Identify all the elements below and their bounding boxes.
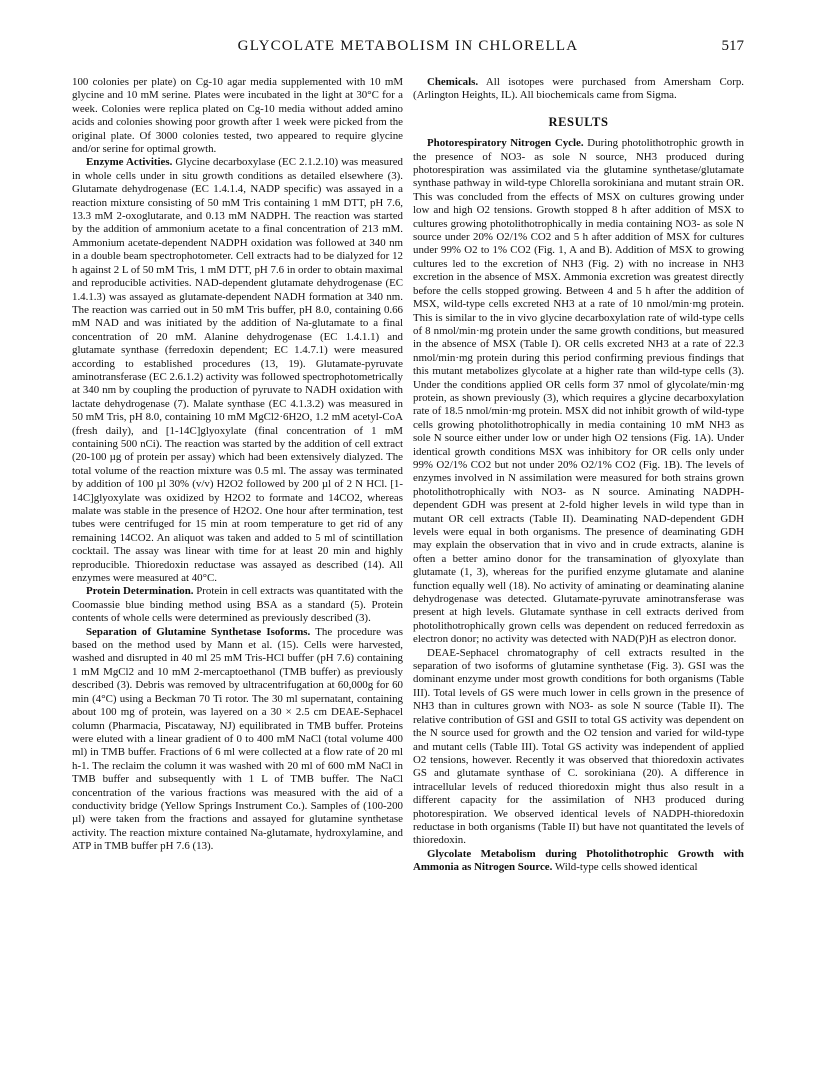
page-header — [72, 38, 744, 60]
protein-determination-heading: Protein Determination. — [86, 585, 194, 598]
results-heading: RESULTS — [548, 114, 609, 129]
protein-determination-text: Protein in cell extracts was quantitated with the Coomassie blue binding method using BSA as a standard (5). Protein contents of whole cells were determined as previously described (3). — [72, 585, 403, 625]
separation-heading: Separation of Glutamine Synthetase Isoforms. — [86, 625, 311, 638]
enzyme-activities-paragraph — [72, 156, 403, 585]
page-number: 517 — [721, 38, 744, 54]
nitrogen-cycle-paragraph — [413, 137, 744, 646]
glycolate-metabolism-paragraph — [413, 848, 744, 875]
glycolate-metabolism-text: Wild-type cells showed identical — [554, 861, 698, 874]
nitrogen-cycle-heading: Photorespiratory Nitrogen Cycle. — [427, 137, 584, 150]
enzyme-activities-heading: Enzyme Activities. — [86, 156, 173, 169]
enzyme-activities-text: Glycine decarboxylase (EC 2.1.2.10) was measured in whole cells under in situ growth conditions as detailed elsewhere (3). Glutamate dehydrogenase (EC 1.4.1.4, NADP specific) was assayed in a reaction mixture consisting of 50 mM Tris containing 1 mM DTT, pH 7.6, 13.3 mM 2-oxoglutarate, and 0.13 mM NADPH. The reaction was started by the addition of ammonium acetate to a final concentration of 213 mM. Ammonium acetate-dependent NADPH oxidation was followed at 340 nm in a double beam spectrophotometer. Cell extracts had to be dialyzed for 12 h against 2 L of 50 mM Tris, 1 mM DTT, pH 7.6 in order to obtain maximal and reproducible activities. NAD-dependent glutamate dehydrogenase (EC 1.4.1.3) was assayed as glutamate-dependent NADH formation at 340 nm. The reaction was carried out in 50 mM Tris buffer, pH 8.0, containing 0.66 mM NAD and was initiated by the addition of Na-glutamate to a final concentration of 20 mM. Alanine dehydrogenase (EC 1.4.1.1) and glutamate synthase (ferredoxin dependent; EC 1.4.7.1) were measured according to established procedures (13, 19). Glutamate-pyruvate aminotransferase (EC 2.6.1.2) activity was followed spectrophotometrically at 340 nm by coupling the production of pyruvate to NADH oxidation with lactate dehydrogenase (7). Malate synthase (EC 4.1.3.2) was measured in 50 mM Tris, pH 8.0, containing 10 mM MgCl2·6H2O, 1.2 mM acetyl-CoA (fresh daily), and [1-14C]glyoxylate (final concentration of 1 mM containing 500 nCi). The reaction was started by the addition of cell extract (20-100 µg of protein per assay) which had been extensively dialyzed. The total volume of the reaction mixture was 0.5 ml. The assay was terminated by addition of 100 µl 30% (v/v) H2O2 followed by 200 µl of 2 N HCl. [1-14C]glyoxylate was oxidized by H2O2 to formate and 14CO2, whereas malate was stable in the presence of H2O2. One hour after termination, test tubes were centrifuged for 15 min at room temperature to get rid of any remaining 14CO2. An aliquot was taken and added to 5 ml of scintillation cocktail. The assay was linear with time for at least 20 min and highly reproducible. Thioredoxin reductase was assayed as described (14). All enzymes were measured at 40°C. — [72, 156, 403, 585]
protein-determination-paragraph — [72, 585, 403, 625]
running-title: GLYCOLATE METABOLISM IN CHLORELLA — [237, 38, 579, 54]
separation-text: The procedure was based on the method used by Mann et al. (15). Cells were harvested, washed and disrupted in 40 ml 25 mM Tris-HCl buffer (pH 7.6) containing 1 mM MgCl2 and 10 mM 2-mercaptoethanol (TMB buffer) as previously described (3). Debris was removed by ultracentrifugation at 60,000g for 60 min (4°C) using a Beckman 70 Ti rotor. The 30 ml supernatant, containing about 100 mg of protein, was layered on a 30 × 2.5 cm DEAE-Sephacel column (Pharmacia, Piscataway, NJ) equilibrated in TMB buffer. Proteins were eluted with a linear gradient of 0 to 400 mM NaCl (total volume 400 ml) in TMB buffer. Fractions of 6 ml were collected at a flow rate of 20 ml h-1. The reclaim the column it was washed with 20 ml of 600 mM NaCl in TMB buffer and subsequently with 1 L of TMB buffer. The NaCl concentration of the various fractions was measured with the aid of a conductivity bridge (Yellow Springs Instrument Co.). Samples of (100-200 µl) were taken from the fractions and assayed for glutamine synthetase activity. The reaction mixture contained Na-glutamate, hydroxylamine, and ATP in TMB buffer pH 7.6 (13). — [72, 625, 404, 853]
methods-continuation-paragraph: 100 colonies per plate) on Cg-10 agar media supplemented with 10 mM glycine and 10 mM serine. Plates were incubated in the light at 30°C for a week. Colonies were replica plated on Cg-10 media without added amino acids and colonies showing poor growth after 1 week were picked from the original plate. Of 3000 colonies tested, two appeared to require glycine and/or serine for optimal growth. — [72, 76, 403, 156]
right-column — [413, 76, 744, 875]
separation-paragraph — [72, 626, 403, 854]
glycolate-metabolism-heading: Glycolate Metabolism during Photolithotrophic Growth with Ammonia as Nitrogen Source. — [413, 847, 744, 874]
nitrogen-cycle-text: During photolithotrophic growth in the presence of NO3- as sole N source, NH3 produced during photorespiration was assimilated via the glutamine synthetase/glutamate synthase pathway in wild-type Chlorella sorokiniana and mutant strain OR. This was concluded from the effects of MSX on cultures growing under low and high O2 tensions. Growth stopped 8 h after addition of MSX to cultures growing photolithotrophically in media containing NO3- as sole N source under 20% O2/1% CO2 and 5 h after addition of MSX for cultures under 99% O2 to 1% CO2 (Fig. 1, A and B). Addition of MSX to growing cultures led to the excretion of NH3 (Fig. 2) with no increase in NH3 excretion in the absence of MSX. Ammonia excretion was greatest directly before the cells stopped growing. Between 4 and 5 h after the addition of MSX, wild-type cells excreted NH3 at a rate of 10 nmol/min·mg protein. This is similar to the in vivo glycine decarboxylation rate of wild-type cells of 8 nmol/min·mg protein under the same growth conditions, but measured in the absence of MSX (Table I). OR cells excreted NH3 at a rate of 22.3 nmol/min·mg protein during this period confirming previous findings that this mutant metabolizes glycolate at a higher rate than wild-type cells (3). Under the conditions applied OR cells form 37 nmol of glycolate/min·mg protein, as shown previously (3), which requires a glycine decarboxylation rate of 18.5 nmol/min·mg protein. MSX did not inhibit growth of wild-type cells growing photolithotrophically in media containing 10 mM NH3 as sole N source either under low or under high O2 tensions (Fig. 1A). Under identical growth conditions MSX was inhibitory for OR cells only under 99% O2/1% CO2 but not under 20% O2/1% CO2 (Fig. 1B). The levels of enzymes involved in N assimilation were measured for both strains grown photolithotrophically with NO3- as N source. Aminating NADPH-dependent GDH was present at 2-fold higher levels in wild type than in mutant OR cell extracts (Table II). Deaminating NAD-dependent GDH levels were equal in both organisms. The presence of deaminating GDH may explain the observation that in vivo and in crude extracts, alanine is often a better amino donor for the transamination of glyoxylate than glutamate (1, 3), whereas for the purified enzyme glutamate and alanine function equally well (18). No activity of aminating or deaminating alanine dehydrogenase was detected. Glutamate-pyruvate aminotransferase was present at high levels. Glutamate synthase in cell extracts derived from photolithotrophically grown cells was dependent on reduced ferredoxin as electron donor; no activity was detected with NAD(P)H as electron donor. — [413, 137, 744, 646]
deae-paragraph: DEAE-Sephacel chromatography of cell extracts resulted in the separation of two isoforms of glutamine synthetase (Fig. 3). GSI was the dominant enzyme under most growth conditions for both organisms (Table III). Total levels of GS were much lower in cells grown in the presence of NH3 than in cultures grown with NO3- as sole N source (Table II). The relative contribution of GSI and GSII to total GS activity was dependent on the N source used for growth and the O2 tension and varied for wild-type and mutant cells (Table III). Total GS activity was independent of applied O2 tensions, however. Recently it was observed that thioredoxin activates GS and glutamate synthase of C. sorokiniana (20). A difference in intracellular levels of reduced thioredoxin might thus also result in a different capacity for the assimilation of NH3 produced during photorespiration. We observed identical levels of NADPH-thioredoxin reductase in both organisms (Table II) but have not quantitated the levels of thioredoxin. — [413, 646, 744, 847]
chemicals-paragraph — [413, 76, 744, 103]
left-column — [72, 76, 403, 854]
chemicals-text: All isotopes were purchased from Amersham Corp. (Arlington Heights, IL). All biochemicals came from Sigma. — [413, 76, 744, 102]
chemicals-heading: Chemicals. — [427, 76, 479, 88]
